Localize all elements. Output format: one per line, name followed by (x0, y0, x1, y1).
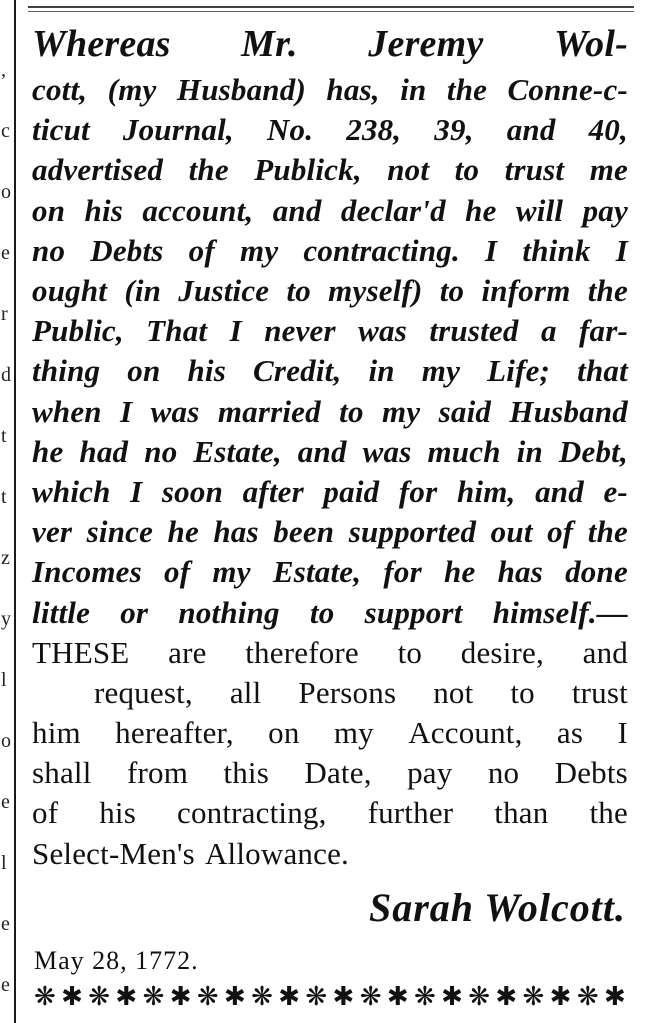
word: Date, (304, 755, 372, 791)
ornament-glyph: ✱ (332, 982, 355, 1011)
word: Husband (509, 393, 628, 429)
word: my (333, 715, 374, 751)
word: I (485, 232, 498, 268)
margin-fragment: l (1, 852, 7, 874)
word: my (212, 554, 251, 590)
word: Publick, (254, 152, 362, 188)
text-line (32, 673, 628, 713)
word: after (242, 473, 304, 509)
text-line (32, 110, 628, 150)
word: and (582, 634, 628, 670)
word: I (130, 473, 143, 509)
text-line (32, 472, 628, 512)
word: which (32, 473, 111, 509)
word: will (515, 192, 564, 228)
word: Whereas (32, 23, 171, 65)
word: his (187, 353, 226, 389)
ornament-glyph: ❋ (142, 982, 165, 1011)
word: on (268, 715, 300, 751)
margin-fragment: e (1, 913, 10, 935)
word: of (32, 795, 59, 831)
word: said (438, 393, 492, 429)
word: in (368, 353, 395, 389)
word: Account, (408, 715, 523, 751)
word: to (510, 674, 535, 710)
word: since (86, 514, 154, 550)
word: are (168, 634, 207, 670)
word: That (146, 313, 208, 349)
word: Wol- (553, 23, 628, 65)
word: not (387, 152, 430, 188)
word: myself) (328, 273, 423, 309)
word: all (229, 674, 262, 710)
ornament-glyph: ❋ (576, 982, 599, 1011)
word: his (99, 795, 136, 831)
word: no (144, 433, 178, 469)
word: on (32, 192, 66, 228)
signature: Sarah Wolcott. (368, 885, 626, 930)
word: a (540, 313, 557, 349)
ornament-glyph: ❋ (359, 982, 382, 1011)
word: shall (32, 755, 92, 791)
word: Justice (178, 273, 270, 309)
word: e- (603, 473, 628, 509)
ornament-glyph: ✱ (441, 982, 463, 1011)
word: himself.— (492, 594, 628, 630)
word: this (223, 755, 269, 791)
word: thing (32, 353, 101, 389)
word: out (490, 514, 533, 550)
word: therefore (245, 634, 359, 670)
word: the (587, 273, 628, 309)
text-line (32, 793, 628, 833)
word: him, (456, 473, 516, 509)
word: been (273, 514, 335, 550)
word: support (364, 594, 463, 630)
ornament-glyph: ✱ (495, 982, 518, 1011)
text-line (32, 592, 628, 632)
ornament-glyph: ❋ (88, 982, 111, 1011)
word: the (188, 152, 229, 188)
word: 39, (434, 112, 474, 148)
word: the (446, 72, 488, 108)
word: or (120, 594, 149, 630)
dateline: May 28, 1772. (34, 946, 199, 975)
word: in (400, 72, 427, 108)
word: he (32, 433, 64, 469)
word: of (547, 514, 574, 550)
text-line (32, 432, 628, 472)
word: done (565, 554, 628, 590)
text-line (32, 512, 628, 552)
word: think (522, 232, 591, 268)
ornament-glyph: ✱ (386, 982, 409, 1011)
ornament-glyph: ✱ (223, 982, 246, 1011)
margin-fragment: z (1, 547, 10, 569)
word: he (444, 554, 476, 590)
ornament-glyph: ✱ (549, 982, 572, 1011)
word: my (382, 393, 421, 429)
word: Life; (487, 353, 551, 389)
word: he (465, 192, 497, 228)
text-line (32, 351, 628, 391)
word: further (367, 795, 454, 831)
word: to (397, 634, 423, 670)
word: as (556, 715, 584, 751)
ornament-glyph: ✱ (603, 982, 626, 1011)
text-line (32, 311, 628, 351)
word: No. (266, 112, 314, 148)
word: inform (481, 273, 571, 309)
adjacent-column-fragments (0, 0, 12, 1023)
word: I (617, 715, 628, 751)
word: and (535, 473, 584, 509)
word: little (32, 594, 91, 630)
word: request, (94, 674, 193, 710)
text-line (32, 552, 628, 592)
word: 40, (588, 112, 628, 148)
ornament-glyph: ✱ (278, 982, 301, 1011)
word: far- (578, 313, 628, 349)
word: my (240, 232, 279, 268)
word: Debt, (558, 433, 628, 469)
word: ticut (32, 112, 90, 148)
text-line (32, 834, 628, 874)
word: cott, (32, 72, 88, 108)
word: to (454, 152, 480, 188)
word: was (362, 433, 412, 469)
word: paid (323, 473, 380, 509)
word: he (167, 514, 199, 550)
word: (my (107, 72, 157, 108)
word: Incomes (32, 554, 142, 590)
word: pay (582, 192, 628, 228)
word: me (589, 152, 628, 188)
word: 238, (346, 112, 402, 148)
word: to (439, 273, 465, 309)
word: account, (142, 192, 254, 228)
margin-fragment: o (1, 181, 11, 203)
text-line (32, 392, 628, 432)
word: Husband) (176, 72, 306, 108)
word: THESE (32, 634, 130, 670)
text-line (32, 231, 628, 271)
word: supported (348, 514, 477, 550)
word: in (516, 433, 543, 469)
ornament-glyph: ❋ (34, 982, 56, 1011)
word: no (487, 755, 520, 791)
word: has (213, 514, 259, 550)
margin-fragment: o (1, 730, 11, 752)
text-line (32, 753, 628, 793)
margin-fragment: e (1, 974, 10, 996)
ornament-glyph: ✱ (61, 982, 83, 1011)
word: has, (326, 72, 380, 108)
ornament-glyph: ❋ (196, 982, 219, 1011)
word: trust (571, 674, 628, 710)
word: soon (161, 473, 224, 509)
text-line (32, 271, 628, 311)
margin-fragment: e (1, 791, 10, 813)
word: (in (124, 273, 162, 309)
text-line (32, 18, 628, 70)
word: from (126, 755, 189, 791)
word: I (229, 313, 242, 349)
word: that (577, 353, 628, 389)
text-line (32, 633, 628, 673)
word: advertised (32, 152, 164, 188)
text-line (32, 150, 628, 190)
margin-fragment: l (1, 669, 7, 691)
text-line (32, 70, 628, 110)
word: contracting, (176, 795, 327, 831)
word: Public, (32, 313, 124, 349)
word: Mr. (241, 23, 298, 65)
word: Conne-c- (507, 72, 628, 108)
word: married (217, 393, 321, 429)
word: Persons (298, 674, 397, 710)
word: on (127, 353, 161, 389)
word: Select-Men's (32, 835, 195, 871)
word: I (615, 232, 628, 268)
word: I (120, 393, 133, 429)
word: the (587, 514, 628, 550)
word: was (150, 393, 200, 429)
word: trust (504, 152, 565, 188)
word: for (398, 473, 438, 509)
word: to (339, 393, 364, 429)
word: and (506, 112, 556, 148)
word: his (84, 192, 124, 228)
word: of (164, 554, 191, 590)
word: never (264, 313, 336, 349)
text-line (32, 191, 628, 231)
word: desire, (460, 634, 544, 670)
margin-fragment: y (1, 608, 11, 630)
margin-fragment: d (1, 364, 11, 386)
word: to (286, 273, 311, 309)
ornament-glyph: ❋ (413, 982, 436, 1011)
column-rule-left (14, 0, 16, 1023)
ornament-glyph: ❋ (251, 982, 273, 1011)
ornament-glyph: ✱ (115, 982, 138, 1011)
margin-fragment: t (1, 486, 7, 508)
word: has (497, 554, 543, 590)
word: the (589, 795, 628, 831)
word: trusted (429, 313, 519, 349)
word: hereafter, (115, 715, 234, 751)
margin-fragment: e (1, 242, 10, 264)
ornament-glyph: ✱ (169, 982, 192, 1011)
word: nothing (178, 594, 280, 630)
word: ought (32, 273, 108, 309)
text-line (32, 713, 628, 753)
word: had (79, 433, 129, 469)
word: Estate, (272, 554, 362, 590)
margin-fragment: , (1, 59, 6, 81)
word: pay (407, 755, 453, 791)
word: no (32, 232, 66, 268)
word: my (421, 353, 461, 389)
ornament-glyph: ❋ (468, 982, 491, 1011)
margin-fragment: c (1, 120, 10, 142)
word: ver (32, 514, 73, 550)
ornament-glyph: ❋ (522, 982, 545, 1011)
word: not (433, 674, 474, 710)
word: declar'd (340, 192, 446, 228)
word: than (494, 795, 549, 831)
word: Credit, (253, 353, 342, 389)
word: him (32, 715, 81, 751)
word: Debts (554, 755, 628, 791)
word: was (358, 313, 407, 349)
ornamental-border (34, 980, 626, 1014)
word: of (188, 232, 215, 268)
word: Estate, (193, 433, 282, 469)
word: Jeremy (368, 23, 484, 65)
word: Journal, (122, 112, 234, 148)
column-rule-top (28, 6, 634, 12)
word: much (427, 433, 501, 469)
word: and (272, 192, 322, 228)
word: Debts (90, 232, 164, 268)
advertisement-body (32, 18, 628, 874)
word: and (297, 433, 347, 469)
ornament-glyph: ❋ (305, 982, 328, 1011)
word: Allowance. (204, 835, 349, 871)
word: for (383, 554, 422, 590)
margin-fragment: r (1, 303, 8, 325)
word: when (32, 393, 102, 429)
margin-fragment: t (1, 425, 7, 447)
word: to (309, 594, 335, 630)
word: contracting. (303, 232, 460, 268)
